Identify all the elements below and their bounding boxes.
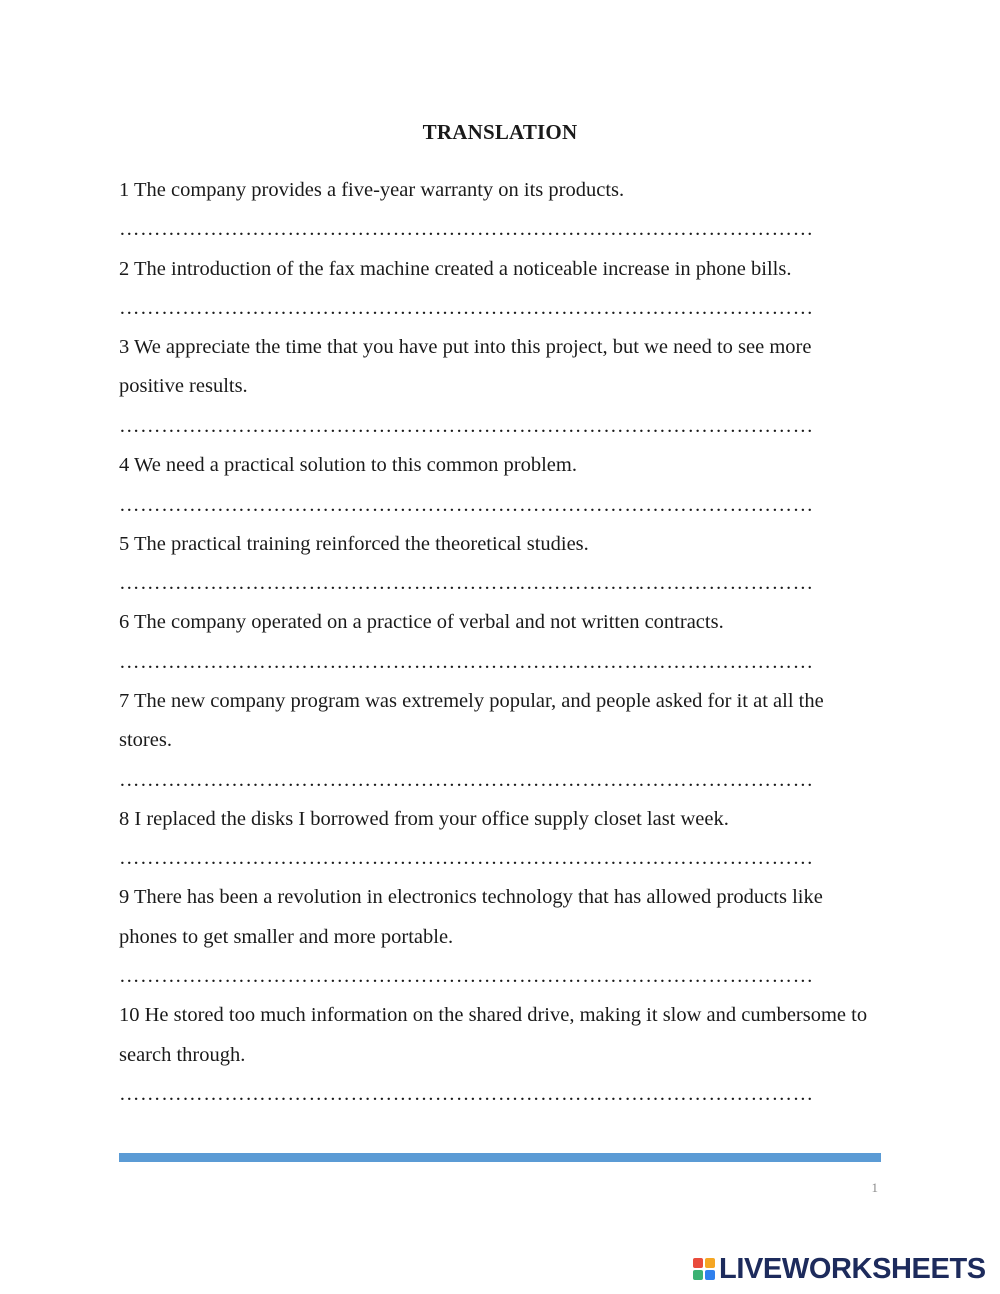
question-item — [119, 250, 871, 329]
question-item — [119, 603, 871, 682]
logo-square-3 — [693, 1270, 703, 1280]
answer-field[interactable] — [119, 289, 871, 328]
question-item — [119, 800, 871, 879]
answer-field[interactable] — [119, 485, 871, 524]
question-text: 5 The practical training reinforced the theoretical studies. — [119, 532, 589, 555]
question-item — [119, 878, 871, 996]
answer-field[interactable] — [119, 957, 871, 996]
question-text: 3 We appreciate the time that you have put into this project, but we need to see more positive results. — [119, 336, 812, 398]
question-text: 6 The company operated on a practice of verbal and not written contracts. — [119, 611, 724, 634]
question-text: 2 The introduction of the fax machine created a noticeable increase in phone bills. — [119, 257, 792, 280]
question-item — [119, 446, 871, 525]
question-text: 9 There has been a revolution in electronics technology that has allowed products like phones to get smaller and more portable. — [119, 886, 823, 948]
question-list — [119, 171, 871, 1114]
logo-text: LIVEWORKSHEETS — [719, 1253, 986, 1285]
question-text: 10 He stored too much information on the shared drive, making it slow and cumbersome to search through. — [119, 1004, 868, 1066]
question-text: 8 I replaced the disks I borrowed from your office supply closet last week. — [119, 807, 729, 830]
answer-field[interactable] — [119, 760, 871, 799]
logo-square-4 — [705, 1270, 715, 1280]
question-item — [119, 171, 871, 250]
logo-square-1 — [693, 1258, 703, 1268]
answer-field[interactable] — [119, 1075, 871, 1114]
question-item — [119, 996, 871, 1114]
answer-field[interactable] — [119, 407, 871, 446]
page-number: 1 — [871, 1180, 878, 1195]
answer-field[interactable] — [119, 839, 871, 878]
question-item — [119, 682, 871, 800]
footer-rule — [119, 1153, 881, 1162]
answer-field[interactable] — [119, 643, 871, 682]
answer-field[interactable] — [119, 210, 871, 249]
logo-square-2 — [705, 1258, 715, 1268]
page-title: TRANSLATION — [422, 120, 578, 144]
answer-field[interactable] — [119, 564, 871, 603]
question-text: 1 The company provides a five-year warranty on its products. — [119, 179, 625, 201]
question-item — [119, 525, 871, 604]
liveworksheets-logo — [693, 1254, 986, 1284]
question-item — [119, 328, 871, 446]
question-text: 7 The new company program was extremely popular, and people asked for it at all the stores. — [119, 689, 824, 752]
question-text: 4 We need a practical solution to this common problem. — [119, 454, 577, 477]
liveworksheets-logo-icon — [693, 1258, 715, 1280]
